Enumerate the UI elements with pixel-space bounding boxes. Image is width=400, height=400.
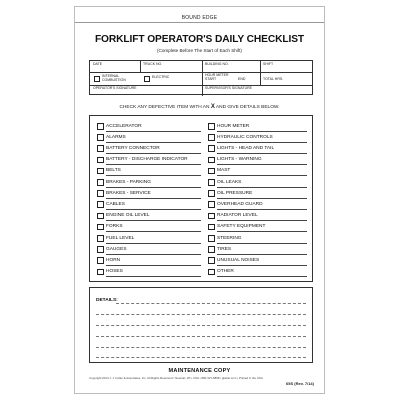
checklist-item[interactable] [208, 268, 307, 276]
checklist-instructions [75, 104, 324, 110]
checklist-item-label: RADIATOR LEVEL [217, 213, 258, 219]
checklist-item-label: MAST [217, 168, 231, 174]
checklist-item-label: ENGINE OIL LEVEL [106, 213, 150, 219]
checklist-item[interactable] [97, 144, 201, 152]
defect-checkbox[interactable] [208, 224, 215, 231]
instructions-after: AND GIVE DETAILS BELOW. [215, 105, 280, 110]
checklist-item-rule [217, 131, 307, 132]
defect-checkbox[interactable] [97, 168, 104, 175]
checklist-item[interactable] [208, 223, 307, 231]
details-line[interactable] [116, 303, 306, 304]
checklist-item-label: BATTERY - DISCHARGE INDICATOR [106, 157, 188, 163]
checklist-item[interactable] [208, 167, 307, 175]
checklist-item[interactable] [208, 144, 307, 152]
checklist-item[interactable] [208, 178, 307, 186]
defect-checkbox[interactable] [208, 201, 215, 208]
checklist-item-rule [106, 142, 201, 143]
defect-checkbox[interactable] [208, 168, 215, 175]
checklist-item[interactable] [208, 133, 307, 141]
details-line[interactable] [96, 347, 306, 348]
checklist-item-rule [217, 187, 307, 188]
checklist-item-label: HOSES [106, 269, 123, 275]
defect-checkbox[interactable] [97, 190, 104, 197]
defect-checkbox[interactable] [97, 213, 104, 220]
shift-field-label: SHIFT [263, 61, 274, 66]
hour-meter-end-label: END [238, 77, 246, 81]
checklist-item-rule [217, 175, 307, 176]
instructions-mark: X [210, 104, 215, 110]
checklist-item[interactable] [208, 156, 307, 164]
defect-checkbox[interactable] [208, 157, 215, 164]
checklist-item-label: ACCELERATOR [106, 123, 142, 129]
checklist-item-rule [217, 164, 307, 165]
checklist-item[interactable] [208, 234, 307, 242]
checklist-item-rule [106, 254, 201, 255]
checklist-item-rule [217, 265, 307, 266]
defect-checkbox[interactable] [97, 235, 104, 242]
checklist-item[interactable] [208, 122, 307, 130]
checklist-item-rule [106, 175, 201, 176]
defect-checkbox[interactable] [208, 246, 215, 253]
defect-checkbox[interactable] [97, 123, 104, 130]
checklist-item[interactable] [97, 189, 201, 197]
defect-checkbox[interactable] [97, 157, 104, 164]
checklist-item-rule [106, 131, 201, 132]
hour-meter-start-label: HOUR METER START [205, 73, 229, 81]
maintenance-copy-label: MAINTENANCE COPY [168, 368, 231, 374]
checklist-item[interactable] [208, 256, 307, 264]
checklist-box [89, 115, 313, 282]
checklist-item[interactable] [208, 200, 307, 208]
checklist-item-rule [106, 276, 201, 277]
defect-checkbox[interactable] [97, 224, 104, 231]
checklist-item[interactable] [97, 245, 201, 253]
defect-checkbox[interactable] [97, 257, 104, 264]
checklist-item-label: CABLES [106, 201, 125, 207]
checklist-item-rule [106, 220, 201, 221]
details-line[interactable] [96, 325, 306, 326]
defect-checkbox[interactable] [208, 145, 215, 152]
checklist-item-label: FORKS [106, 224, 123, 230]
operator-signature-label: OPERATOR'S SIGNATURE [93, 86, 137, 90]
checklist-item[interactable] [97, 268, 201, 276]
header-divider [260, 61, 261, 85]
checklist-item-rule [106, 187, 201, 188]
checklist-item-label: OIL PRESSURE [217, 190, 253, 196]
defect-checkbox[interactable] [97, 134, 104, 141]
checklist-item-label: GAUGES [106, 246, 127, 252]
internal-combustion-label: INTERNAL COMBUSTION [102, 74, 126, 82]
form-number: 65S (Rev. 7/14) [286, 381, 314, 386]
instructions-before: CHECK ANY DEFECTIVE ITEM WITH AN [119, 105, 210, 110]
bound-edge-line [75, 22, 324, 23]
header-info-box [89, 60, 313, 95]
checklist-item-rule [106, 164, 201, 165]
checklist-item-label: LIGHTS - WARNING [217, 157, 262, 163]
form-title: FORKLIFT OPERATOR'S DAILY CHECKLIST [94, 34, 305, 45]
truck-no-field-label: TRUCK NO. [143, 61, 163, 66]
defect-checkbox[interactable] [97, 145, 104, 152]
checklist-item[interactable] [97, 133, 201, 141]
header-divider [202, 61, 203, 96]
electric-label: ELECTRIC [152, 75, 170, 79]
checklist-item-label: FUEL LEVEL [106, 235, 135, 241]
checklist-item-rule [106, 198, 201, 199]
checklist-item[interactable] [97, 156, 201, 164]
defect-checkbox[interactable] [97, 179, 104, 186]
details-line[interactable] [96, 336, 306, 337]
checklist-item-label: SAFETY EQUIPMENT [217, 224, 266, 230]
defect-checkbox[interactable] [97, 269, 104, 276]
checklist-item-label: BELTS [106, 168, 121, 174]
header-divider [140, 61, 141, 72]
checklist-item-label: BRAKES - PARKING [106, 179, 151, 185]
checklist-item[interactable] [208, 212, 307, 220]
defect-checkbox[interactable] [208, 190, 215, 197]
checklist-item-label: HOUR METER [217, 123, 250, 129]
checklist-item-rule [217, 231, 307, 232]
checklist-item-rule [106, 231, 201, 232]
checklist-item[interactable] [208, 189, 307, 197]
defect-checkbox[interactable] [208, 257, 215, 264]
checklist-item-rule [217, 198, 307, 199]
defect-checkbox[interactable] [208, 179, 215, 186]
checklist-item[interactable] [97, 212, 201, 220]
header-rule [90, 72, 312, 73]
electric-checkbox[interactable] [144, 76, 150, 82]
defect-checkbox[interactable] [208, 213, 215, 220]
supervisor-signature-label: SUPERVISOR'S SIGNATURE [205, 86, 253, 90]
checklist-item-label: OTHER [217, 269, 234, 275]
checklist-item-label: STEERING [217, 235, 242, 241]
checklist-item[interactable] [97, 178, 201, 186]
copyright-text: Copyright 2014 J. J. Keller & Associates, Inc. All Rights Reserved • Neenah, WI • USA • 800-327-6868 • jjkeller.com • Printed in the USA [89, 376, 263, 380]
checklist-item-label: BRAKES - SERVICE [106, 190, 151, 196]
checklist-item[interactable] [97, 223, 201, 231]
defect-checkbox[interactable] [208, 235, 215, 242]
defect-checkbox[interactable] [208, 269, 215, 276]
internal-combustion-checkbox[interactable] [94, 76, 100, 82]
total-hrs-label: TOTAL HRS. [263, 77, 284, 81]
date-field-label: DATE [93, 61, 103, 66]
checklist-item[interactable] [97, 122, 201, 130]
checklist-item-rule [106, 265, 201, 266]
checklist-item[interactable] [97, 256, 201, 264]
details-line[interactable] [96, 357, 306, 358]
building-no-field-label: BUILDING NO. [205, 61, 229, 66]
checklist-item-rule [217, 243, 307, 244]
checklist-item-label: HYDRAULIC CONTROLS [217, 134, 273, 140]
details-label: DETAILS: [96, 298, 118, 303]
checklist-item-label: ALARMS [106, 134, 126, 140]
checklist-item-label: BATTERY CONNECTOR [106, 145, 160, 151]
checklist-item-label: UNUSUAL NOISES [217, 257, 260, 263]
checklist-item-rule [217, 142, 307, 143]
checklist-item-label: TIRES [217, 246, 232, 252]
checklist-item-rule [217, 220, 307, 221]
checklist-item-label: OVERHEAD GUARD [217, 201, 263, 207]
checklist-item-rule [217, 276, 307, 277]
checklist-item-label: OIL LEAKS [217, 179, 242, 185]
checklist-item-rule [217, 153, 307, 154]
defect-checkbox[interactable] [208, 123, 215, 130]
checklist-item-rule [106, 153, 201, 154]
checklist-item[interactable] [97, 200, 201, 208]
form-subtitle: (Complete Before The Start of Each Shift) [157, 48, 242, 53]
checklist-item-label: HORN [106, 257, 121, 263]
checklist-item-label: LIGHTS - HEAD AND TAIL [217, 145, 275, 151]
defect-checkbox[interactable] [208, 134, 215, 141]
checklist-form [74, 6, 325, 394]
details-box [89, 287, 313, 363]
checklist-item-rule [217, 254, 307, 255]
checklist-item-rule [217, 209, 307, 210]
bound-edge-label: BOUND EDGE [181, 15, 218, 21]
defect-checkbox[interactable] [97, 201, 104, 208]
checklist-item[interactable] [208, 245, 307, 253]
defect-checkbox[interactable] [97, 246, 104, 253]
details-line[interactable] [96, 314, 306, 315]
checklist-item[interactable] [97, 234, 201, 242]
checklist-item[interactable] [97, 167, 201, 175]
checklist-item-rule [106, 243, 201, 244]
checklist-item-rule [106, 209, 201, 210]
